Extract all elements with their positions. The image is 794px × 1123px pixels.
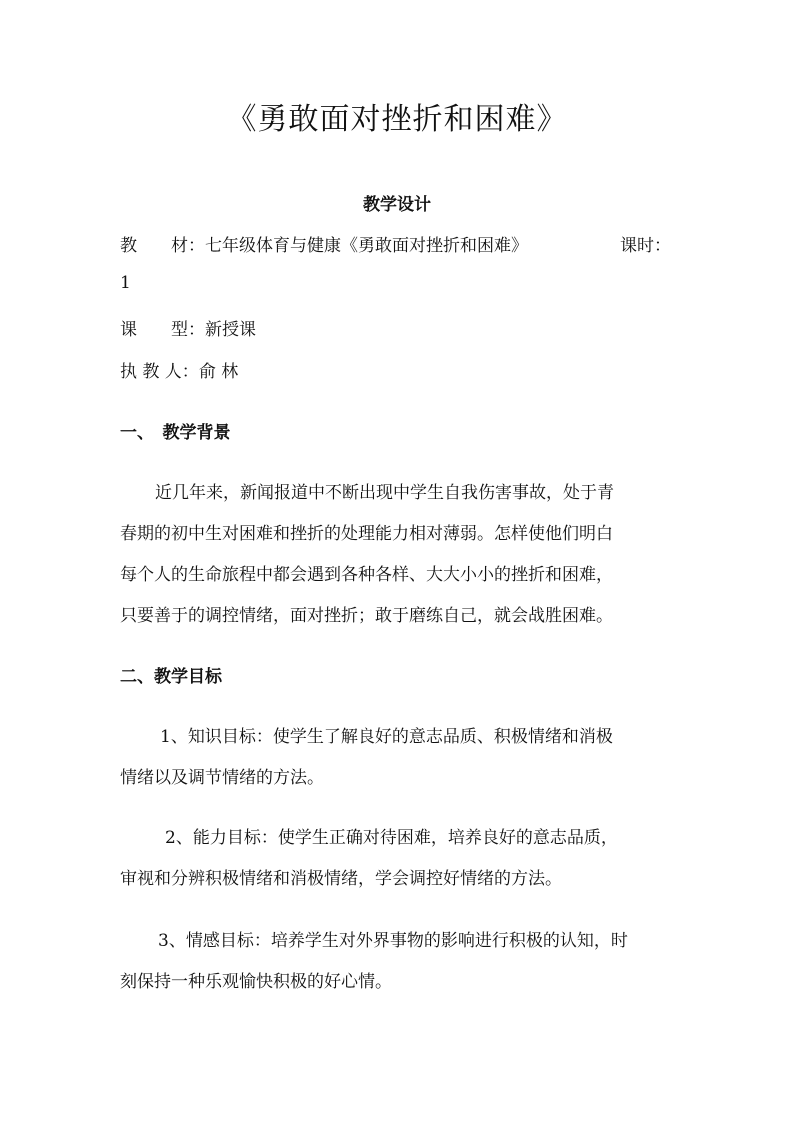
goal-emotion-line: 刻保持一种乐观愉快积极的好心情。 bbox=[120, 972, 392, 992]
paragraph-line: 只要善于的调控情绪，面对挫折；敢于磨练自己，就会战胜困难。 bbox=[120, 606, 613, 626]
meta-teacher-label: 执 教 人： bbox=[120, 362, 199, 382]
paragraph-line: 春期的初中生对困难和挫折的处理能力相对薄弱。怎样使他们明白 bbox=[120, 524, 613, 544]
document-title: 《勇敢面对挫折和困难》 bbox=[226, 102, 568, 137]
meta-type bbox=[120, 315, 256, 340]
paragraph-line: 近几年来，新闻报道中不断出现中学生自我伤害事故，处于青 bbox=[155, 483, 614, 503]
goal-knowledge-line: 情绪以及调节情绪的方法。 bbox=[120, 768, 324, 788]
meta-material bbox=[120, 231, 528, 256]
meta-teacher bbox=[120, 357, 238, 382]
meta-hours-value: 1 bbox=[120, 273, 131, 293]
meta-material-label: 教 材： bbox=[120, 236, 205, 256]
meta-teacher-value: 俞 林 bbox=[198, 362, 239, 382]
document-subtitle: 教学设计 bbox=[363, 195, 431, 215]
goal-emotion-line: 3、情感目标：培养学生对外界事物的影响进行积极的认知，时 bbox=[158, 931, 628, 951]
meta-type-label: 课 型： bbox=[120, 320, 205, 340]
paragraph-line: 每个人的生命旅程中都会遇到各种各样、大大小小的挫折和困难， bbox=[120, 565, 613, 585]
meta-material-value: 七年级体育与健康《勇敢面对挫折和困难》 bbox=[205, 236, 528, 256]
meta-hours-label: 课时： bbox=[620, 236, 671, 256]
goal-ability-line: 审视和分辨积极情绪和消极情绪，学会调控好情绪的方法。 bbox=[120, 869, 562, 889]
section-heading-goals: 二、教学目标 bbox=[120, 667, 222, 687]
section-heading-background: 一、 教学背景 bbox=[120, 423, 231, 443]
meta-type-value: 新授课 bbox=[205, 320, 256, 340]
goal-knowledge-line: 1、知识目标：使学生了解良好的意志品质、积极情绪和消极 bbox=[160, 727, 613, 747]
goal-ability-line: 2、能力目标：使学生正确对待困难，培养良好的意志品质， bbox=[165, 828, 618, 848]
